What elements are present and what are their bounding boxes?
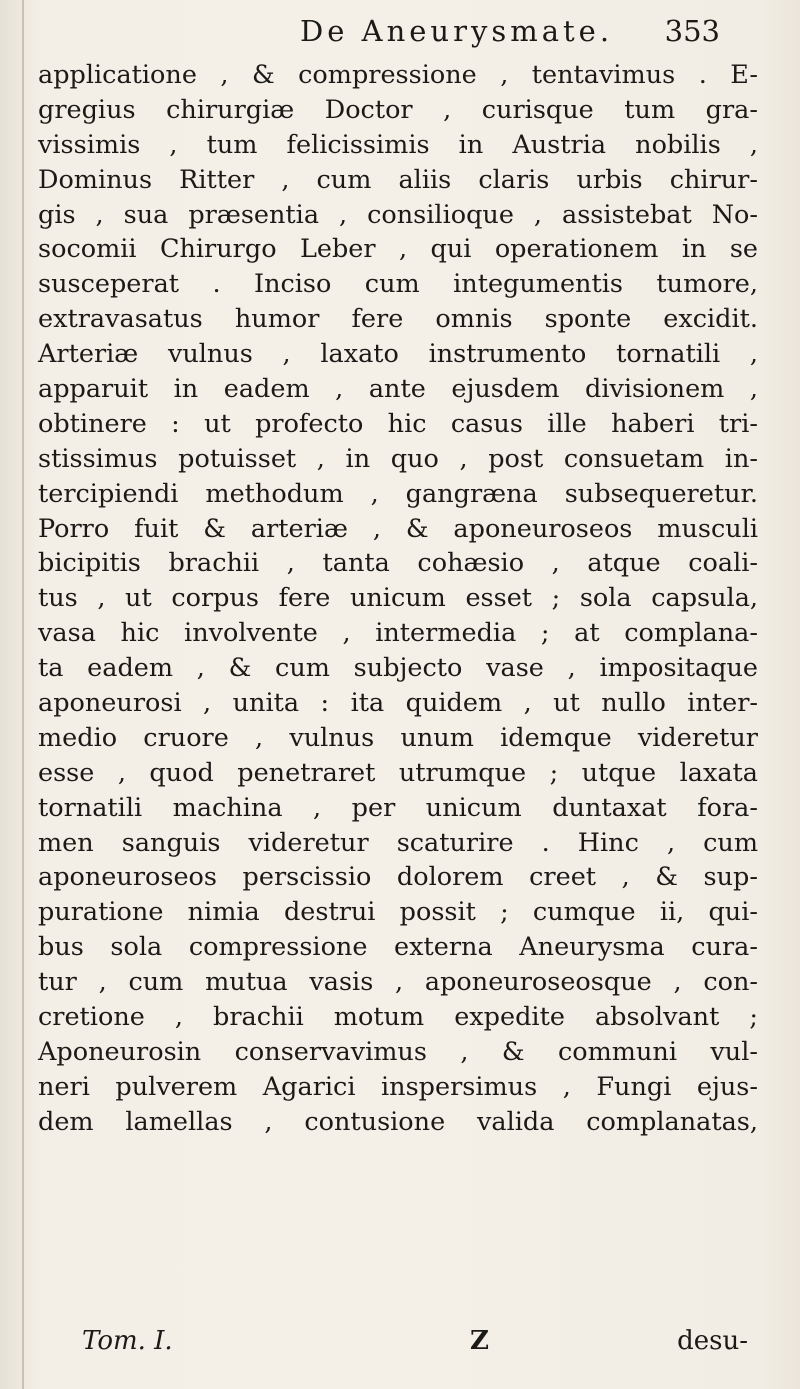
running-title: De Aneurysmate.: [300, 14, 614, 48]
text-line: esse , quod penetraret utrumque ; utque laxata: [38, 757, 758, 788]
text-line: vissimis , tum felicissimis in Austria nobilis ,: [38, 129, 758, 160]
text-line: tur , cum mutua vasis , aponeuroseosque , con-: [38, 967, 758, 998]
body-text: [38, 58, 758, 1140]
text-line: stissimus potuisset , in quo , post consuetam in-: [38, 443, 758, 474]
text-line: socomii Chirurgo Leber , qui operationem in se: [38, 234, 758, 265]
text-line: cretione , brachii motum expedite absolvant ;: [38, 1002, 758, 1033]
text-line: ta eadem , & cum subjecto vase , impositaque: [38, 653, 758, 684]
text-line: Porro fuit & arteriæ , & aponeuroseos musculi: [38, 513, 758, 544]
page-number: 353: [664, 14, 720, 48]
text-line: tercipiendi methodum , gangræna subsequeretur.: [38, 478, 758, 509]
text-line: apparuit in eadem , ante ejusdem divisionem ,: [38, 374, 758, 405]
text-line: dem lamellas , contusione valida complanatas,: [38, 1106, 758, 1137]
text-line: tornatili machina , per unicum duntaxat fora-: [38, 792, 758, 823]
volume-signature: Tom. I.: [82, 1326, 173, 1356]
text-line: tus , ut corpus fere unicum esset ; sola capsula,: [38, 583, 758, 614]
text-line: susceperat . Inciso cum integumentis tumore,: [38, 269, 758, 300]
text-line: medio cruore , vulnus unum idemque videretur: [38, 722, 758, 753]
binding-gutter: [22, 0, 24, 1389]
text-line: Dominus Ritter , cum aliis claris urbis chirur-: [38, 164, 758, 195]
text-line: aponeurosi , unita : ita quidem , ut nullo inter-: [38, 688, 758, 719]
signature-mark: Z: [470, 1326, 489, 1356]
text-line: men sanguis videretur scaturire . Hinc , cum: [38, 827, 758, 858]
text-line: gregius chirurgiæ Doctor , curisque tum gra-: [38, 94, 758, 125]
text-line: applicatione , & compressione , tentavimus . E-: [38, 60, 758, 90]
text-line: bicipitis brachii , tanta cohæsio , atque coali-: [38, 548, 758, 579]
text-line: Arteriæ vulnus , laxato instrumento tornatili ,: [38, 339, 758, 370]
catchword: desu-: [677, 1326, 748, 1356]
page-footer: [82, 1326, 748, 1366]
text-line: vasa hic involvente , intermedia ; at complana-: [38, 618, 758, 649]
text-line: aponeuroseos perscissio dolorem creet , & sup-: [38, 862, 758, 893]
text-line: gis , sua præsentia , consilioque , assistebat No-: [38, 199, 758, 230]
text-line: Aponeurosin conservavimus , & communi vul-: [38, 1036, 758, 1067]
text-line: bus sola compressione externa Aneurysma cura-: [38, 932, 758, 963]
text-line: extravasatus humor fere omnis sponte excidit.: [38, 304, 758, 335]
text-line: obtinere : ut profecto hic casus ille haberi tri-: [38, 408, 758, 439]
text-line: neri pulverem Agarici inspersimus , Fungi ejus-: [38, 1071, 758, 1102]
running-header: [300, 14, 720, 54]
text-line: puratione nimia destrui possit ; cumque ii, qui-: [38, 897, 758, 928]
